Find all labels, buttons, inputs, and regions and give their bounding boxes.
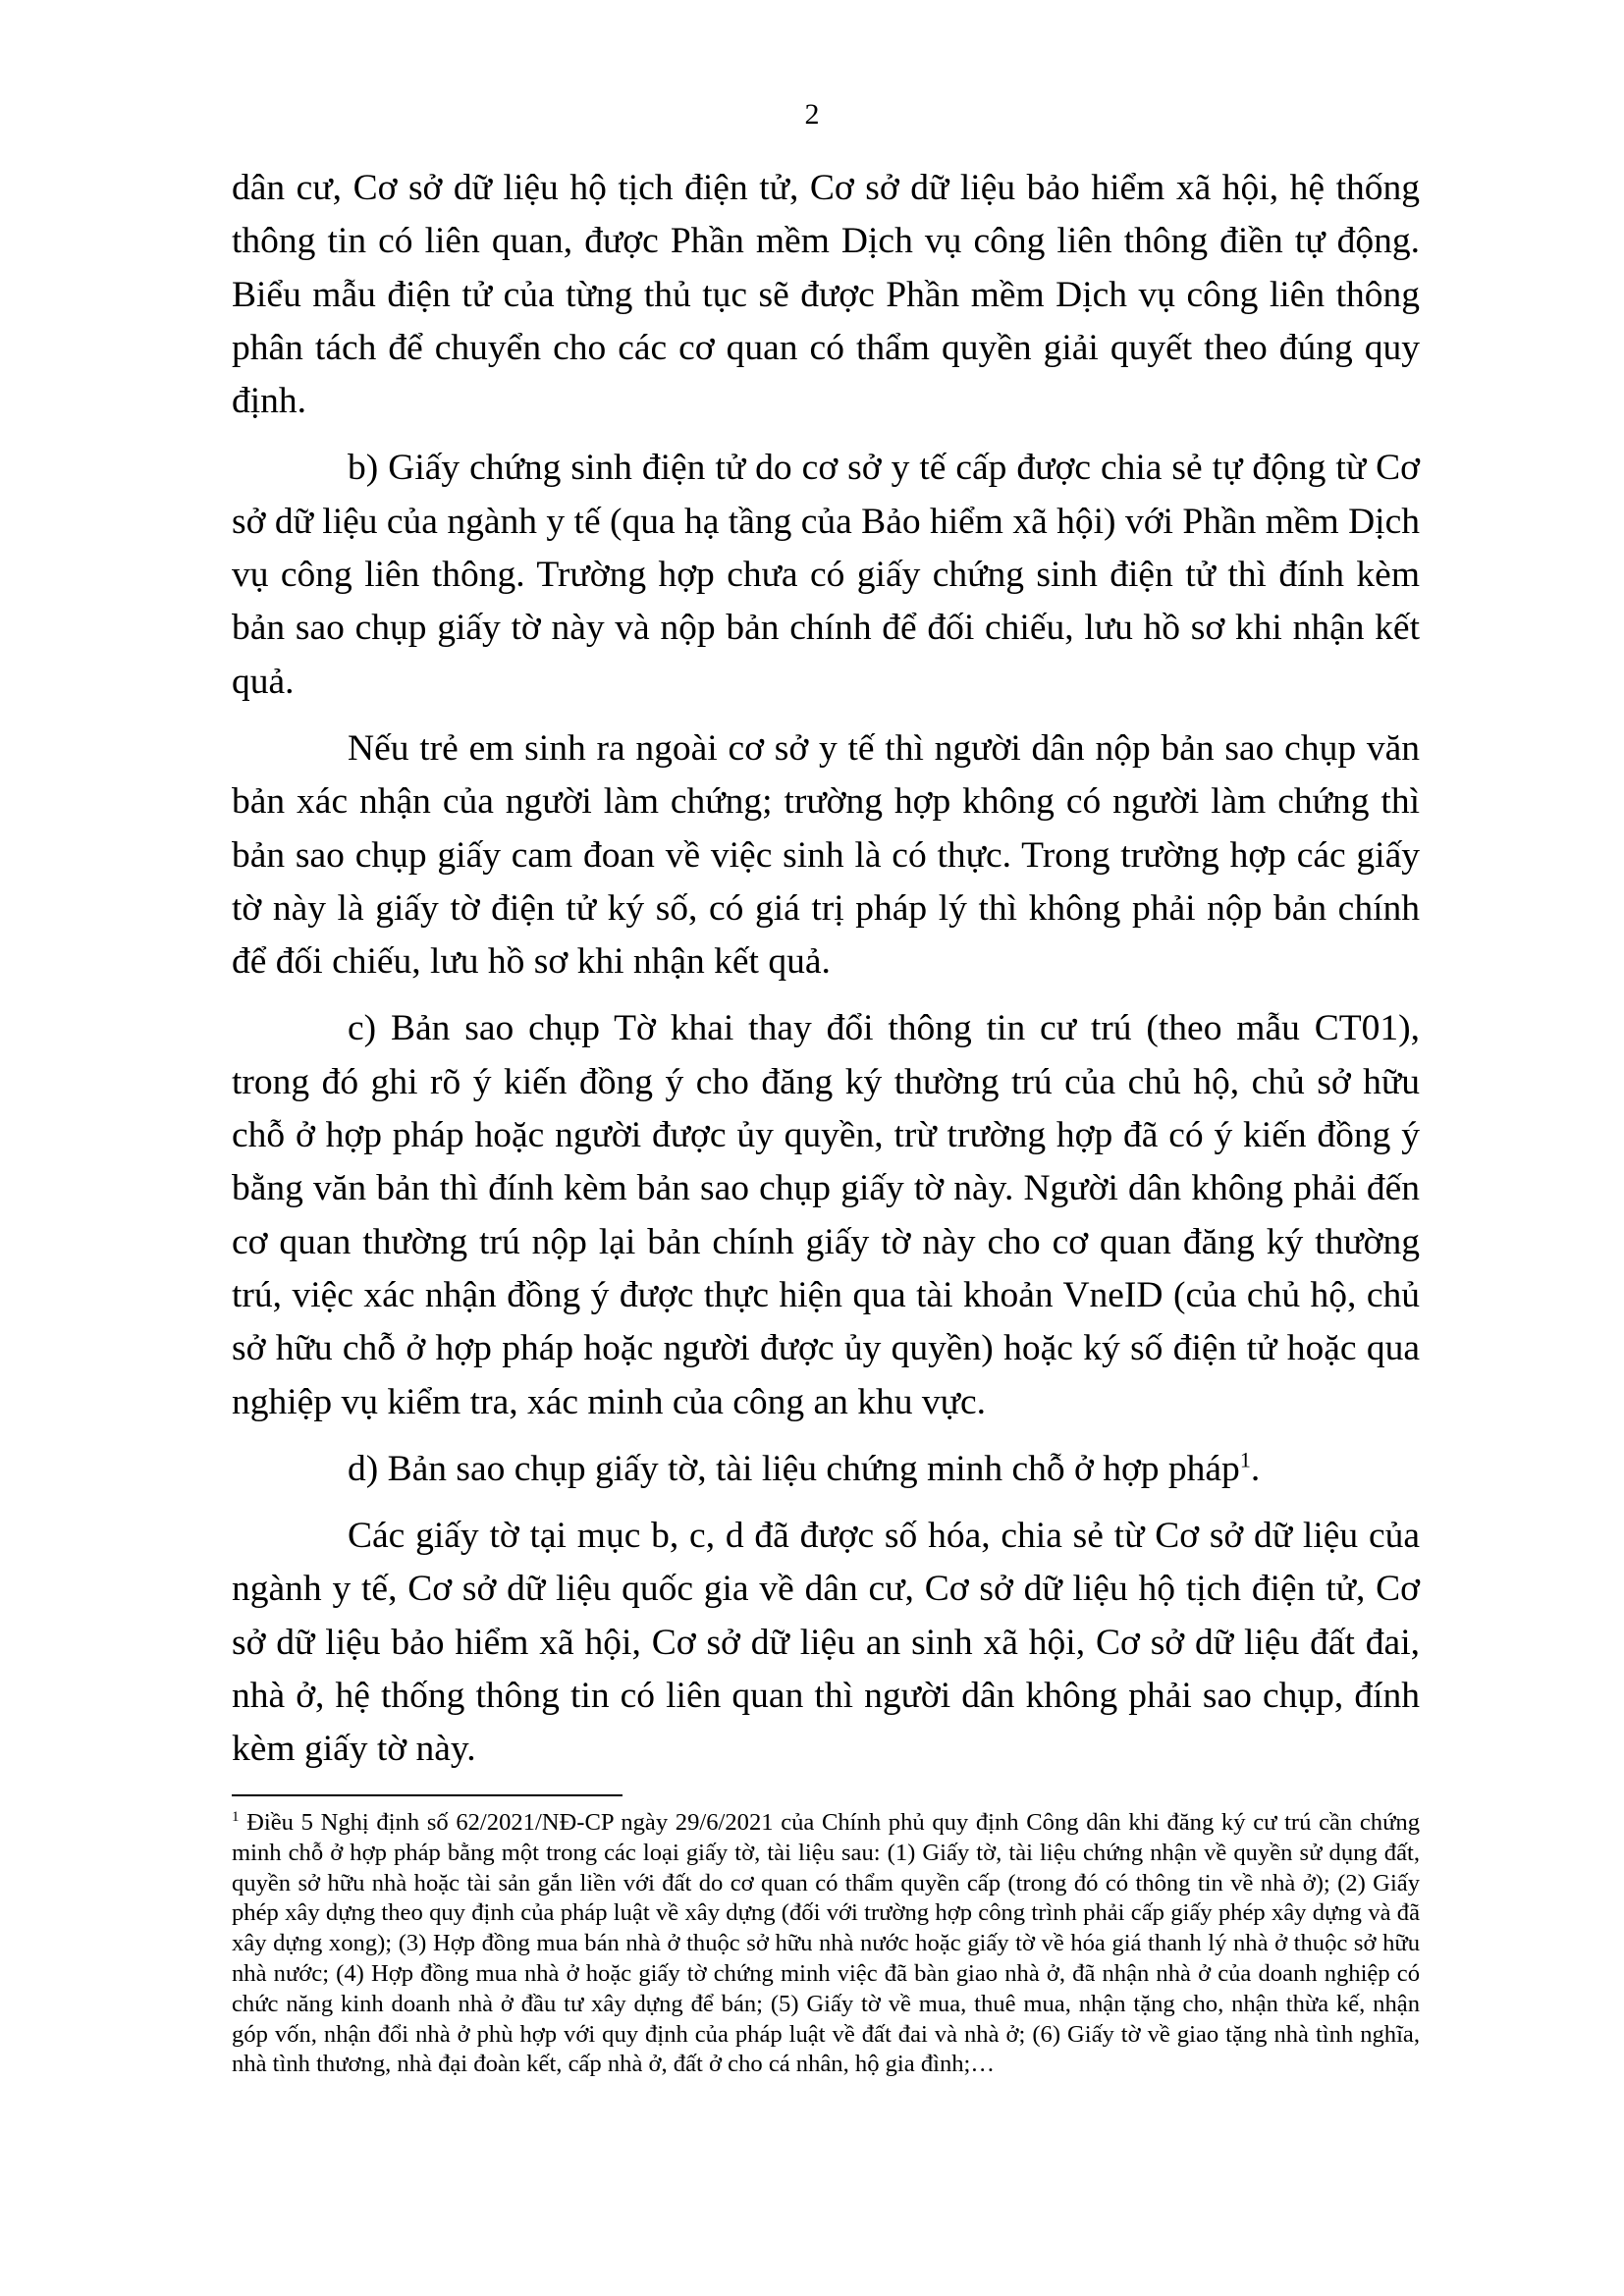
page-number: 2 bbox=[804, 98, 820, 131]
paragraph-b: b) Giấy chứng sinh điện tử do cơ sở y tế cấp được chia sẻ tự động từ Cơ sở dữ liệu của ngành y tế (qua hạ tầng của Bảo hiểm xã hội) với Phần mềm Dịch vụ công liên thông. Trường hợp chưa có giấy chứng sinh điện tử thì đính kèm bản sao chụp giấy tờ này và nộp bản chính để đối chiếu, lưu hồ sơ khi nhận kết quả. bbox=[232, 448, 1420, 702]
footnote-text: Điều 5 Nghị định số 62/2021/NĐ-CP ngày 29/6/2021 của Chính phủ quy định Công dân khi đăng ký cư trú cần chứng minh chỗ ở hợp pháp bằng một trong các loại giấy tờ, tài liệu sau: (1) Giấy tờ, tài liệu chứng nhận về quyền sử dụng đất, quyền sở hữu nhà hoặc tài sản gắn liền với đất do cơ quan có thẩm quyền cấp (trong đó có thông tin về nhà ở); (2) Giấy phép xây dựng theo quy định của pháp luật về xây dựng (đối với trường hợp công trình phải cấp giấy phép xây dựng và đã xây dựng xong); (3) Hợp đồng mua bán nhà ở thuộc sở hữu nhà nước hoặc giấy tờ về hóa giá thanh lý nhà ở thuộc sở hữu nhà nước; (4) Hợp đồng mua nhà ở hoặc giấy tờ chứng minh việc đã bàn giao nhà ở, đã nhận nhà ở của doanh nghiệp có chức năng kinh doanh nhà ở đầu tư xây dựng để bán; (5) Giấy tờ về mua, thuê mua, nhận tặng cho, nhận thừa kế, nhận góp vốn, nhận đổi nhà ở phù hợp với quy định của pháp luật về đất đai và nhà ở; (6) Giấy tờ về giao tặng nhà tình nghĩa, nhà tình thương, nhà đại đoàn kết, cấp nhà ở, đất ở cho cá nhân, hộ gia đình;… bbox=[232, 1809, 1420, 2078]
paragraph-c: c) Bản sao chụp Tờ khai thay đổi thông tin cư trú (theo mẫu CT01), trong đó ghi rõ ý kiến đồng ý cho đăng ký thường trú của chủ hộ, chủ sở hữu chỗ ở hợp pháp hoặc người được ủy quyền, trừ trường hợp đã có ý kiến đồng ý bằng văn bản thì đính kèm bản sao chụp giấy tờ này. Người dân không phải đến cơ quan thường trú nộp lại bản chính giấy tờ này cho cơ quan đăng ký thường trú, việc xác nhận đồng ý được thực hiện qua tài khoản VneID (của chủ hộ, chủ sở hữu chỗ ở hợp pháp hoặc người được ủy quyền) hoặc ký số điện tử hoặc qua nghiệp vụ kiểm tra, xác minh của công an khu vực. bbox=[232, 1008, 1420, 1422]
paragraph-continuation: dân cư, Cơ sở dữ liệu hộ tịch điện tử, Cơ sở dữ liệu bảo hiểm xã hội, hệ thống thông tin có liên quan, được Phần mềm Dịch vụ công liên thông điền tự động. Biểu mẫu điện tử của từng thủ tục sẽ được Phần mềm Dịch vụ công liên thông phân tách để chuyển cho các cơ quan có thẩm quyền giải quyết theo đúng quy định. bbox=[232, 168, 1420, 422]
paragraph-d-end: . bbox=[1250, 1448, 1261, 1489]
footnotes bbox=[232, 1808, 1420, 2080]
paragraph-d bbox=[232, 1443, 1420, 1496]
paragraph-d-text: d) Bản sao chụp giấy tờ, tài liệu chứng minh chỗ ở hợp pháp bbox=[348, 1448, 1240, 1489]
footnote-divider bbox=[232, 1794, 623, 1796]
footnote-reference[interactable]: 1 bbox=[1239, 1447, 1251, 1472]
paragraph-digitized-documents: Các giấy tờ tại mục b, c, d đã được số hóa, chia sẻ từ Cơ sở dữ liệu của ngành y tế, Cơ sở dữ liệu quốc gia về dân cư, Cơ sở dữ liệu hộ tịch điện tử, Cơ sở dữ liệu bảo hiểm xã hội, Cơ sở dữ liệu an sinh xã hội, Cơ sở dữ liệu đất đai, nhà ở, hệ thống thông tin có liên quan thì người dân không phải sao chụp, đính kèm giấy tờ này. bbox=[232, 1516, 1420, 1770]
paragraph-birth-outside-facility: Nếu trẻ em sinh ra ngoài cơ sở y tế thì người dân nộp bản sao chụp văn bản xác nhận của người làm chứng; trường hợp không có người làm chứng thì bản sao chụp giấy cam đoan về việc sinh là có thực. Trong trường hợp các giấy tờ này là giấy tờ điện tử ký số, có giá trị pháp lý thì không phải nộp bản chính để đối chiếu, lưu hồ sơ khi nhận kết quả. bbox=[232, 727, 1420, 983]
body-text bbox=[232, 162, 1420, 1777]
footnote-marker: 1 bbox=[232, 1808, 240, 1825]
footnote-1 bbox=[232, 1808, 1420, 2080]
